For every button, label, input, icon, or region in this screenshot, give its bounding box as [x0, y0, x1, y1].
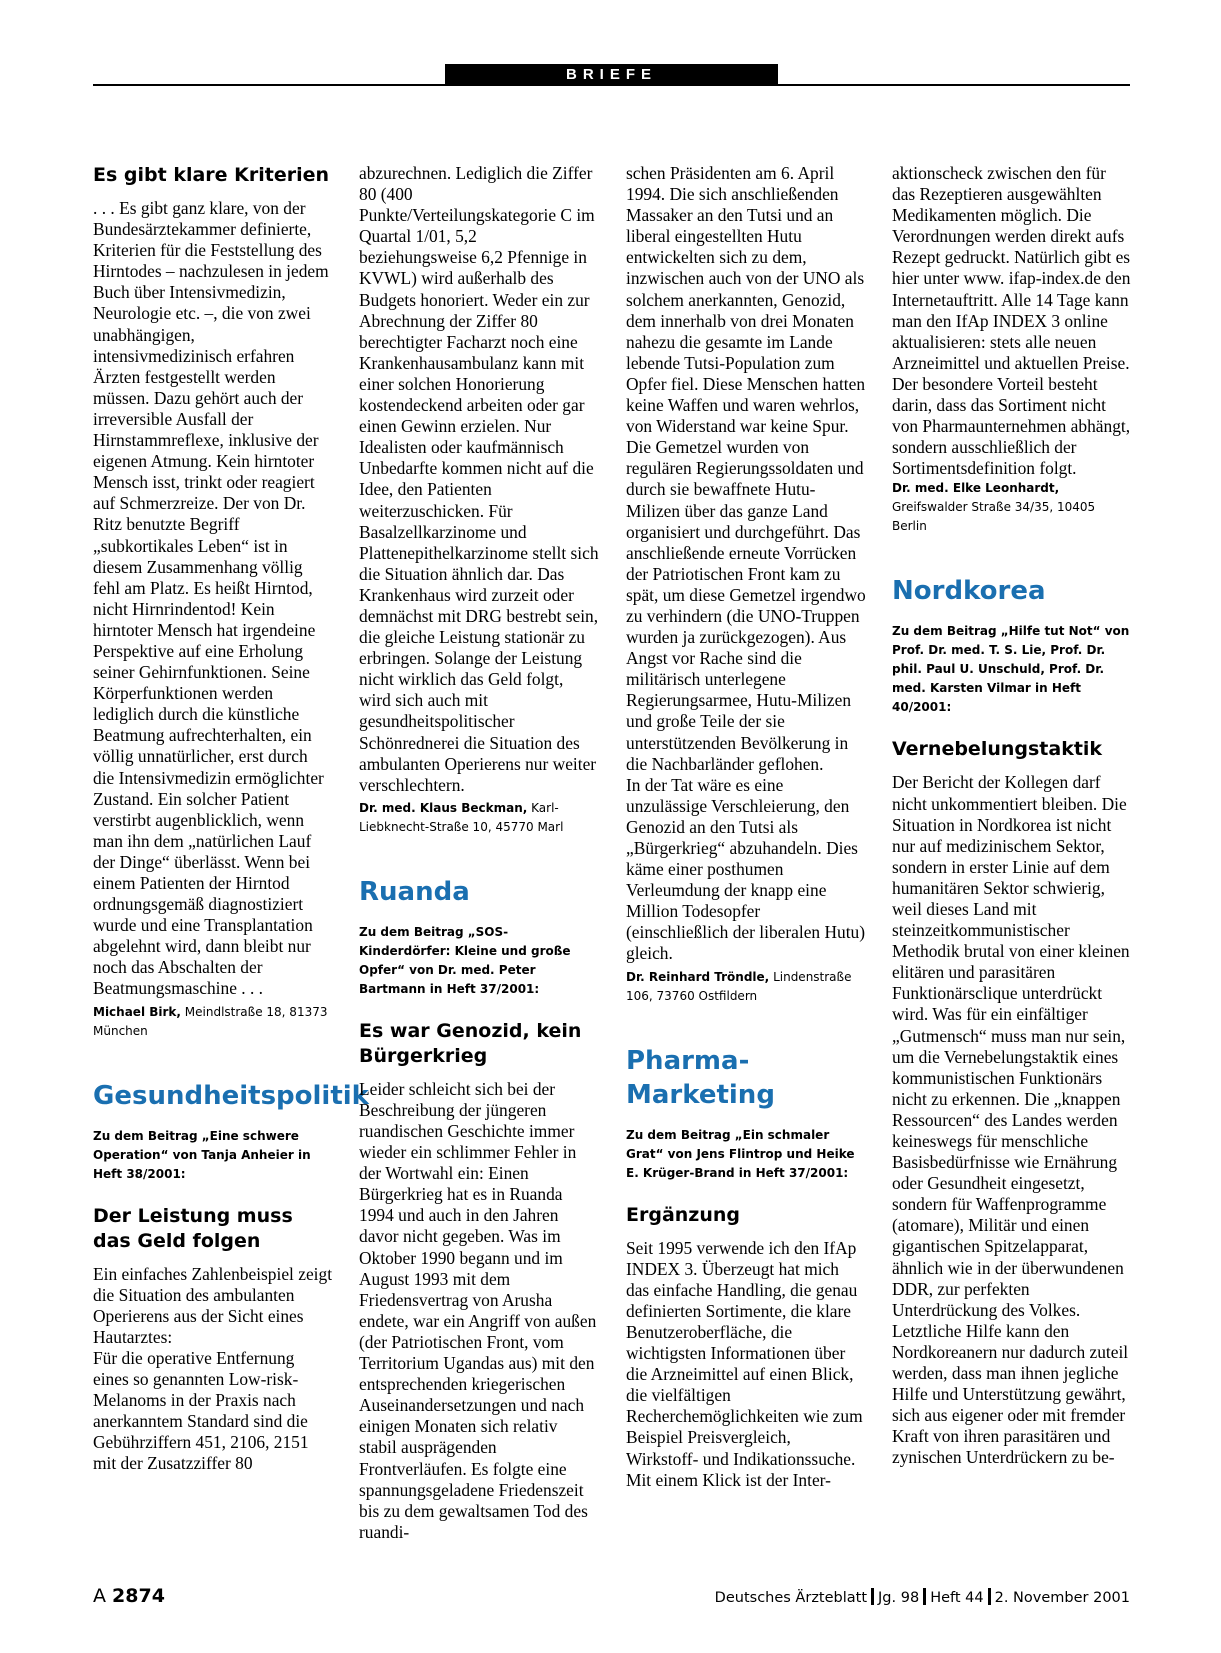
author-address: Greifswalder Straße 34/35, 10405 Berlin — [892, 500, 1096, 534]
letter-body: aktionscheck zwischen den für das Rezeptieren ausgewählten Medikamenten möglich. Die Verordnungen werden direkt aufs Rezept gedruckt. Natürlich gibt es hier unter www. ifap-index.de den Internetauftritt. Alle 14 Tage kann man den IfAp INDEX 3 online aktualisieren: stets alle neuen Arzneimittel und aktuellen Preise. Der besondere Vorteil besteht darin, dass das Sortiment nicht von Pharmaunternehmen abhängt, sondern ausschließlich der Sortimentsdefinition folgt. — [892, 163, 1131, 479]
letter-body: In der Tat wäre es eine unzulässige Verschleierung, den Genozid an den Tutsi als „Bürgerkrieg“ abzuhandeln. Dies käme einer posthumen Verleumdung der knapp eine Million Todesopfer (einschließlich der liberalen Hutu) gleich. — [626, 774, 866, 964]
letter-author — [626, 968, 866, 1006]
author-name: Dr. Reinhard Tröndle, — [626, 969, 770, 984]
page-prefix: A — [93, 1585, 113, 1607]
footer-citation — [715, 1588, 1130, 1606]
letter-headline: Vernebelungstaktik — [892, 738, 1103, 761]
author-address: Karl-Liebknecht-Straße 10, 45770 Marl — [359, 800, 564, 834]
article-reference: Zu dem Beitrag „Eine schwere Operation“ von Tanja Anheier in Heft 38/2001: — [93, 1128, 311, 1181]
letter-body: Leider schleicht sich bei der Beschreibung der jüngeren ruandischen Geschichte immer wieder ein schlimmer Fehler in der Wortwahl ein: Einen Bürgerkrieg hat es in Ruanda 1994 und auch in den Jahren davor nicht gegeben. Was im Oktober 1990 begann und im August 1993 mit dem Friedensvertrag von Arusha endete, war ein Angriff von außen (der Patriotischen Front, vom Territorium Ugandas aus) mit den entsprechenden kriegerischen Auseinandersetzungen und nach einigen Monaten sich relativ stabil ausprägenden Frontverläufen. Es folgte eine spannungsgeladene Friedenszeit bis zu dem gewaltsamen Tod des ruandi- — [359, 1078, 597, 1542]
section-title: Pharma-Marketing — [626, 1045, 775, 1110]
section-header-label: BRIEFE — [445, 64, 778, 86]
footer-separator — [923, 1588, 926, 1605]
letter-headline: Es gibt klare Kriterien — [93, 164, 330, 186]
column-4 — [892, 163, 1132, 1558]
column-1 — [93, 163, 369, 1558]
author-address: Meindlstraße 18, 81373 München — [93, 1004, 328, 1038]
journal-name: Deutsches Ärzteblatt — [714, 1590, 868, 1606]
letter-body: Seit 1995 verwende ich den IfAp INDEX 3. Überzeugt hat mich das einfache Handling, die genau definierten Sortimente, die klare Benutzeroberfläche, die wichtigsten Informationen über die Arzneimittel auf einen Blick, die vielfältigen Recherchemöglichkeiten wie zum Beispiel Preisvergleich, Wirkstoff- und Indikationssuche. Mit einem Klick ist der Inter- — [626, 1237, 863, 1490]
letter-author — [892, 479, 1132, 536]
article-reference: Zu dem Beitrag „SOS-Kinderdörfer: Kleine und große Opfer“ von Dr. med. Peter Bartmann in Heft 37/2001: — [359, 924, 571, 996]
author-name: Michael Birk, — [93, 1004, 181, 1019]
section-title: Ruanda — [359, 876, 470, 907]
letter-headline: Ergänzung — [626, 1203, 741, 1226]
author-name: Dr. med. Klaus Beckman, — [359, 800, 528, 815]
page-number — [93, 1585, 165, 1607]
letter-author — [93, 1003, 333, 1041]
journal-volume: Jg. 98 — [878, 1590, 920, 1606]
journal-issue: Heft 44 — [930, 1590, 984, 1606]
letter-headline: Der Leistung muss das Geld folgen — [93, 1204, 293, 1252]
letter-body: . . . Es gibt ganz klare, von der Bundesärztekammer definierte, Kriterien für die Feststellung des Hirntodes – nachzulesen in jedem Buch über Intensivmedizin, Neurologie etc. –, die von zwei unabhängigen, intensivmedizinisch erfahren Ärzten festgestellt werden müssen. Dazu gehört auch der irreversible Ausfall der Hirnstammreflexe, inklusive der eigenen Atmung. Kein hirntoter Mensch isst, trinkt oder reagiert auf Schmerzreize. Der von Dr. Ritz benutzte Begriff „subkortikales Leben“ ist in diesem Zusammenhang völlig fehl am Platz. Es heißt Hirntod, nicht Hirnrindentod! Kein hirntoter Mensch hat irgendeine Perspektive auf eine Erholung seiner Gehirnfunktionen. Seine Körperfunktionen werden lediglich durch die künstliche Beatmung aufrechterhalten, ein völlig unnatürlicher, erst durch die Intensivmedizin ermöglichter Zustand. Ein solcher Patient verstirbt augenblicklich, wenn man ihn dem „natürlichen Lauf der Dinge“ überlässt. Wenn bei einem Patienten der Hirntod ordnungsgemäß diagnostiziert wurde und eine Transplantation abgelehnt wird, dann bleibt nur noch das Abschalten der Beatmungsmaschine . . . — [93, 198, 329, 999]
letter-author — [359, 799, 599, 837]
footer-separator — [871, 1588, 874, 1605]
section-title: Gesundheitspolitik — [93, 1080, 369, 1111]
journal-date: 2. November 2001 — [994, 1590, 1130, 1606]
article-reference: Zu dem Beitrag „Ein schmaler Grat“ von Jens Flintrop und Heike E. Krüger-Brand in Heft 37/2001: — [626, 1127, 855, 1180]
letter-body: Ein einfaches Zahlenbeispiel zeigt die Situation des ambulanten Operierens aus der Sicht eines Hautarztes: — [93, 1263, 333, 1347]
footer-separator — [988, 1588, 991, 1605]
letter-body: Für die operative Entfernung eines so genannten Low-risk-Melanoms in der Praxis nach anerkanntem Standard sind die Gebührziffern 451, 2106, 2151 mit der Zusatzziffer 80 — [93, 1347, 309, 1474]
page-number-value: 2874 — [112, 1585, 165, 1607]
letter-body: abzurechnen. Lediglich die Ziffer 80 (400 Punkte/Verteilungskategorie C im Quartal 1/01, 5,2 beziehungsweise 6,2 Pfennige in KVWL) wird außerhalb des Budgets honoriert. Weder ein zur Abrechnung der Ziffer 80 berechtigter Facharzt noch eine Krankenhausambulanz kann mit einer solchen Honorierung kostendeckend arbeiten oder gar einen Gewinn erzielen. Nur Idealisten oder kaufmännisch Unbedarfte kommen nicht auf die Idee, den Patienten weiterzuschicken. Für Basalzellkarzinome und Plattenepithelkarzinome stellt sich die Situation ähnlich dar. Das Krankenhaus wird zurzeit oder demnächst mit DRG bestrebt sein, die gleiche Leistung stationär zu erbringen. Solange der Leistung nicht wirklich das Geld folgt, wird sich auch mit gesundheitspolitischer Schönrednerei die Situation des ambulanten Operierens nur weiter verschlechtern. — [359, 163, 599, 795]
author-address: Lindenstraße 106, 73760 Ostfildern — [626, 969, 852, 1003]
column-2 — [359, 163, 599, 1558]
section-title: Nordkorea — [892, 576, 1046, 607]
letter-body: Der Bericht der Kollegen darf nicht unkommentiert bleiben. Die Situation in Nordkorea ist nicht nur auf medizinischem Sektor, sondern in erster Linie auf dem humanitären Sektor schwierig, weil dieses Land mit steinzeitkommunistischer Methodik brutal von einer kleinen elitären und parasitären Funktionärsclique unterdrückt wird. Was für ein einfältiger „Gutmensch“ muss man nur sein, um die Vernebelungstaktik eines kommunistischen Funktionärs nicht zu erkennen. Die „knappen Ressourcen“ des Landes werden keineswegs für menschliche Basisbedürfnisse wie Ernährung oder Gesundheit eingesetzt, sondern für Waffenprogramme (atomare), Militär und einen gigantischen Spitzelapparat, ähnlich wie in der überwundenen DDR, zur perfekten Unterdrückung des Volkes. Letztliche Hilfe kann den Nordkoreanern nur dadurch zuteil werden, dass man ihnen jegliche Hilfe und Unterstützung gewährt, sich aus eigener oder mit fremder Kraft von ihren parasitären und zynischen Unterdrückern zu be- — [892, 772, 1130, 1468]
article-reference: Zu dem Beitrag „Hilfe tut Not“ von Prof. Dr. med. T. S. Lie, Prof. Dr. phil. Paul U. Unschuld, Prof. Dr. med. Karsten Vilmar in Heft 40/2001: — [892, 624, 1130, 715]
author-name: Dr. med. Elke Leonhardt, — [892, 481, 1060, 496]
column-3 — [626, 163, 866, 1558]
letter-body: schen Präsidenten am 6. April 1994. Die sich anschließenden Massaker an den Tutsi und an liberal eingestellten Hutu entwickelten sich zu dem, inzwischen auch von der UNO als solchem anerkannten, Genozid, dem innerhalb von drei Monaten nahezu die gesamte im Lande lebende Tutsi-Population zum Opfer fiel. Diese Menschen hatten keine Waffen und waren wehrlos, von Widerstand war keine Spur. Die Gemetzel wurden von regulären Regierungssoldaten und durch sie bewaffnete Hutu-Milizen über das ganze Land organisiert und durchgeführt. Das anschließende erneute Vorrücken der Patriotischen Front kam zu spät, um diese Gemetzel irgendwo zu verhindern (die UNO-Truppen wurden ja zurückgezogen). Aus Angst vor Rache sind die militärisch unterlegene Regierungsarmee, Hutu-Milizen und große Teile der sie unterstützenden Bevölkerung in die Nachbarländer geflohen. — [626, 163, 866, 774]
letter-headline: Es war Genozid, kein Bürgerkrieg — [359, 1019, 582, 1067]
